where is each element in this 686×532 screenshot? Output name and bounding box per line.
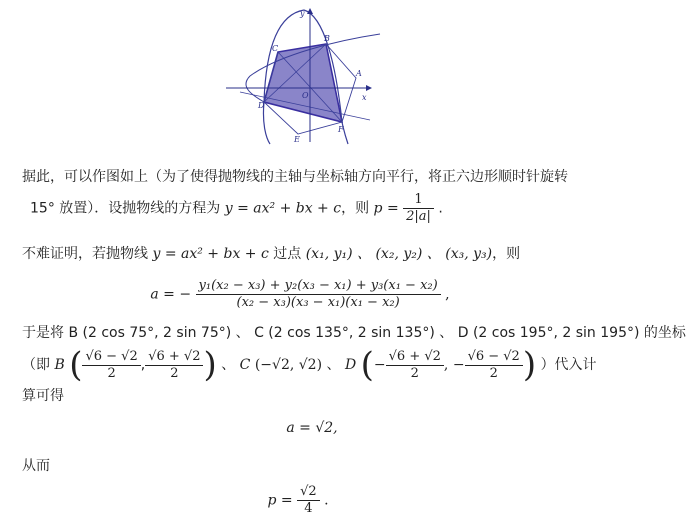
fraction	[297, 484, 320, 517]
equation: y = ax² + bx + c	[152, 246, 269, 262]
text: 从而	[22, 458, 50, 474]
label-y: y	[300, 9, 305, 18]
formula-lhs: a = −	[150, 286, 192, 303]
sign: −	[373, 357, 386, 373]
text: 过点	[268, 246, 306, 262]
paren: (	[69, 345, 83, 385]
formula-a	[0, 278, 600, 311]
label-F: F	[338, 125, 344, 134]
sign: , −	[443, 357, 465, 373]
denominator: 4	[304, 501, 313, 516]
label-C: C	[272, 44, 279, 53]
equation: a = √2,	[286, 420, 338, 436]
formula-lhs: p =	[267, 492, 293, 509]
text: 于是将 B (2 cos 75°, 2 sin 75°) 、 C (2 cos 135°, 2 sin 135°) 、 D (2 cos 195°, 2 sin 195°) 的坐标	[22, 325, 686, 341]
label-x: x	[362, 93, 367, 102]
point-value: (−√2, √2)	[254, 357, 323, 373]
label-B: B	[324, 34, 330, 43]
denominator: 2	[107, 365, 116, 381]
text: .	[324, 492, 329, 509]
equation: p =	[373, 200, 399, 217]
paren: )	[203, 345, 217, 385]
parabola-hexagon-figure	[220, 4, 380, 144]
numerator: 1	[403, 192, 434, 209]
text: 据此，可以作图如上（为了使得抛物线的主轴与坐标轴方向平行，将正六边形顺时针旋转	[22, 169, 568, 185]
paragraph-3-line-1	[22, 323, 686, 343]
text: 、	[221, 357, 236, 373]
text: ,	[445, 286, 450, 303]
text: 15° 放置）．设抛物线的方程为	[30, 200, 225, 217]
denominator: 2|a|	[406, 209, 431, 224]
x-arrow	[366, 85, 372, 91]
fraction	[82, 349, 140, 382]
text: 算可得	[22, 388, 64, 404]
text: 不难证明，若抛物线	[22, 246, 153, 262]
text: .	[438, 200, 443, 217]
label-A: A	[356, 69, 362, 78]
denominator: 2	[170, 365, 179, 381]
point-C: C	[239, 357, 251, 373]
fraction	[465, 349, 523, 382]
result-a	[12, 420, 612, 436]
numerator: y₁(x₂ − x₃) + y₂(x₃ − x₁) + y₃(x₁ − x₂)	[196, 278, 441, 295]
numerator: √2	[297, 484, 320, 501]
fraction	[145, 349, 203, 382]
point-B: B	[54, 357, 65, 373]
text: ，则	[341, 200, 374, 217]
denominator: 2	[489, 365, 498, 381]
label-D: D	[258, 101, 265, 110]
paren: )	[522, 345, 537, 385]
y-arrow	[307, 8, 313, 14]
fraction	[386, 349, 444, 382]
points: (x₁, y₁) 、 (x₂, y₂) 、 (x₃, y₃)	[305, 246, 493, 262]
denominator: 2	[410, 365, 419, 381]
numerator: √6 + √2	[145, 349, 203, 366]
numerator: √6 + √2	[386, 349, 444, 366]
text: ，则	[492, 246, 521, 262]
text: 、	[326, 357, 341, 373]
point-D: D	[344, 357, 357, 373]
paragraph-1-line-2	[30, 192, 443, 225]
paragraph-4	[22, 456, 50, 476]
equation: y = ax² + bx + c	[224, 200, 342, 217]
text: ）代入计	[540, 357, 597, 373]
denominator: (x₂ − x₃)(x₃ − x₁)(x₁ − x₂)	[236, 295, 400, 310]
numerator: √6 − √2	[465, 349, 523, 366]
fraction	[196, 278, 441, 311]
paragraph-2	[22, 244, 520, 264]
result-p	[0, 484, 598, 517]
fraction	[403, 192, 434, 225]
paragraph-3-line-3	[22, 386, 64, 406]
paragraph-3-line-2: （即 B ( $\frac{√6 - √2}{2}$ , $\frac{√6 + √2}{2}$ ) 、 C (−√2, √2) 、 D (− $\frac{√6 + √2}{2}$ , − $\frac{√6 - √2}{2}$ ) ）代入计	[22, 345, 597, 385]
paragraph-1-line-1	[22, 167, 568, 187]
label-O: O	[302, 91, 309, 100]
text: （即	[22, 357, 50, 373]
label-E: E	[294, 135, 300, 144]
numerator: √6 − √2	[82, 349, 140, 366]
paren: (	[360, 345, 374, 385]
